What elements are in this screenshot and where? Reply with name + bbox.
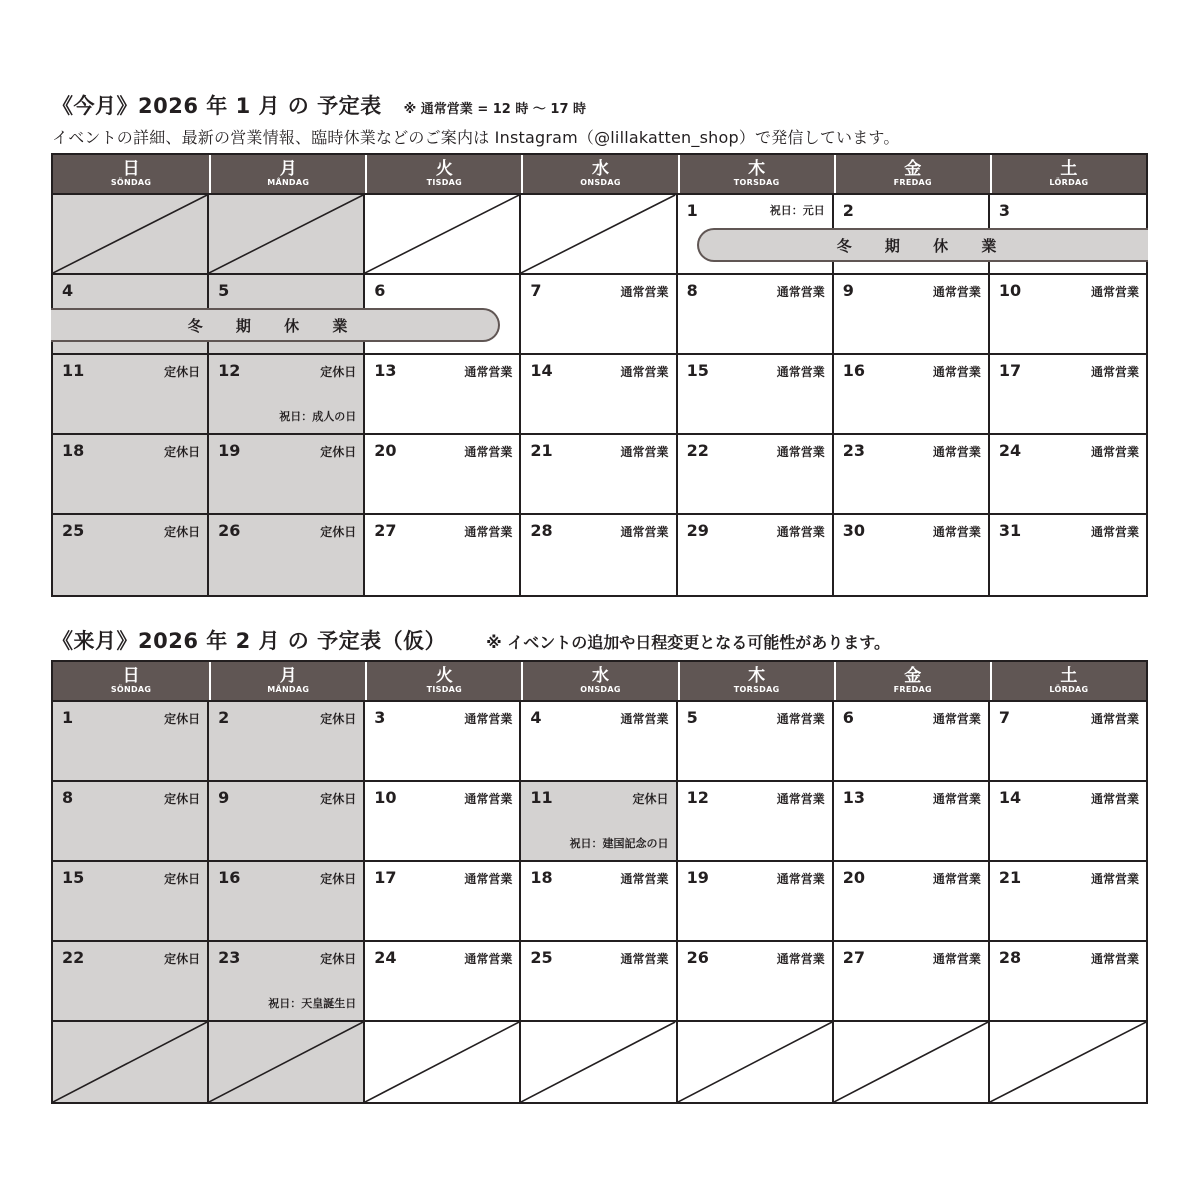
weekday-jp: 金 [904,666,922,686]
weekday-header [51,153,1148,193]
day-status: 定休日 [164,952,201,966]
day-cell [365,942,521,1022]
day-number: 28 [998,948,1022,967]
day-status: 通常営業 [620,525,669,539]
day-status: 通常営業 [932,712,981,726]
day-cell [678,862,834,942]
weekday-jp: 月 [279,159,297,179]
weekday-sv: TORSDAG [733,685,780,694]
day-status: 定休日 [164,712,201,726]
day-number: 12 [218,361,241,380]
day-cell [678,275,834,355]
feb-title-row [52,625,890,655]
day-number: 4 [62,281,74,300]
day-status: 通常営業 [776,285,825,299]
day-status: 定休日 [320,525,357,539]
day-cell [678,515,834,595]
day-cell [209,862,365,942]
holiday-label: 祝日：元日 [769,204,825,217]
empty-day-slash [53,195,207,273]
day-cell [834,942,990,1022]
day-number: 6 [374,281,386,300]
empty-day-cell [365,195,521,275]
day-number: 21 [998,868,1022,887]
day-cell [521,862,677,942]
weekday-sv: LÖRDAG [1049,178,1089,187]
weekday-sv: TISDAG [426,685,463,694]
day-number: 20 [374,441,397,460]
day-status: 通常営業 [620,712,669,726]
day-number: 5 [218,281,230,300]
empty-day-slash [678,1022,832,1102]
day-status: 定休日 [164,872,201,886]
weekday-header-cell [678,662,834,700]
day-cell [521,515,677,595]
day-status: 通常営業 [932,952,981,966]
day-number: 4 [530,708,542,727]
day-status: 定休日 [320,445,357,459]
day-cell [53,515,209,595]
day-status: 定休日 [164,525,201,539]
day-number: 18 [62,441,85,460]
day-number: 18 [530,868,553,887]
weekday-jp: 月 [279,666,297,686]
day-number: 27 [842,948,865,967]
day-status: 通常営業 [620,872,669,886]
day-cell [209,435,365,515]
empty-day-slash [365,1022,519,1102]
feb-calendar [51,660,1148,1104]
weekday-sv: MÅNDAG [267,178,310,187]
day-number: 22 [686,441,709,460]
day-cell [521,702,677,782]
day-number: 11 [530,788,553,807]
day-cell [365,435,521,515]
empty-day-slash [209,1022,363,1102]
day-status: 通常営業 [464,365,513,379]
weekday-jp: 土 [1060,159,1078,179]
day-cell [678,435,834,515]
day-status: 通常営業 [776,525,825,539]
day-status: 通常営業 [1090,285,1139,299]
day-status: 通常営業 [620,952,669,966]
day-cell [53,862,209,942]
day-number: 14 [998,788,1022,807]
day-status: 通常営業 [1090,445,1139,459]
day-status: 定休日 [320,792,357,806]
holiday-label: 祝日：成人の日 [279,410,357,423]
weekday-header-cell [990,662,1146,700]
day-number: 3 [374,708,386,727]
empty-day-cell [209,1022,365,1102]
jan-hours-note: ※ 通常営業 = 12 時 〜 17 時 [403,102,587,117]
empty-day-cell [521,195,677,275]
weekday-jp: 日 [122,159,140,179]
day-cell [990,782,1146,862]
day-status: 定休日 [164,365,201,379]
weekday-sv: FREDAG [893,685,932,694]
weekday-jp: 火 [435,666,453,686]
empty-day-slash [209,195,363,273]
winter-closure-banner [51,308,500,342]
day-cell [990,515,1146,595]
day-cell [834,862,990,942]
weekday-jp: 木 [748,666,766,686]
day-cell [990,355,1146,435]
day-number: 26 [686,948,709,967]
weekday-header-cell [53,155,209,193]
day-status: 定休日 [320,872,357,886]
day-cell [990,275,1146,355]
day-cell [365,355,521,435]
weekday-sv: SÖNDAG [110,685,152,694]
weekday-sv: ONSDAG [580,685,621,694]
day-number: 17 [374,868,397,887]
day-number: 20 [842,868,865,887]
weekday-header-cell [365,155,521,193]
day-status: 定休日 [320,952,357,966]
day-status: 通常営業 [1090,792,1139,806]
day-number: 9 [842,281,854,300]
day-cell [834,515,990,595]
day-status: 通常営業 [464,712,513,726]
day-cell [209,355,365,435]
day-number: 24 [374,948,397,967]
weekday-sv: MÅNDAG [267,685,310,694]
day-cell [990,435,1146,515]
winter-closure-label: 冬 期 休 業 [836,236,1011,255]
day-status: 通常営業 [932,792,981,806]
day-cell [209,702,365,782]
day-cell [834,275,990,355]
jan-title: 《今月》2026 年 1 月 の 予定表 [52,94,382,118]
day-number: 1 [686,201,698,220]
day-status: 通常営業 [1090,712,1139,726]
day-cell [834,435,990,515]
day-cell [521,782,677,862]
weekday-sv: SÖNDAG [110,178,152,187]
empty-day-slash [990,1022,1146,1102]
day-cell [678,782,834,862]
day-cell [209,515,365,595]
day-status: 通常営業 [932,872,981,886]
weekday-header [51,660,1148,700]
day-number: 7 [998,708,1010,727]
day-number: 23 [218,948,241,967]
day-number: 15 [62,868,85,887]
day-status: 通常営業 [932,525,981,539]
weekday-sv: TORSDAG [733,178,780,187]
feb-title: 《来月》2026 年 2 月 の 予定表（仮） [52,629,447,653]
day-status: 通常営業 [1090,525,1139,539]
day-number: 16 [218,868,241,887]
day-cell [365,702,521,782]
weekday-header-cell [53,662,209,700]
day-number: 27 [374,521,397,540]
day-number: 2 [218,708,230,727]
day-status: 定休日 [164,792,201,806]
weekday-header-cell [521,155,677,193]
day-number: 8 [62,788,74,807]
weekday-jp: 日 [122,666,140,686]
weekday-sv: ONSDAG [580,178,621,187]
empty-day-slash [365,195,519,273]
weekday-header-cell [990,155,1146,193]
weekday-jp: 水 [591,666,609,686]
day-number: 31 [998,521,1022,540]
jan-info-line: イベントの詳細、最新の営業情報、臨時休業などのご案内は Instagram（@lillakatten_shop）で発信しています。 [52,128,900,147]
empty-day-cell [365,1022,521,1102]
day-status: 通常営業 [776,365,825,379]
day-number: 7 [530,281,542,300]
day-number: 25 [530,948,553,967]
day-number: 25 [62,521,85,540]
day-number: 9 [218,788,230,807]
day-number: 5 [686,708,698,727]
day-cell [53,702,209,782]
day-number: 21 [530,441,553,460]
day-cell [990,702,1146,782]
empty-day-slash [521,195,675,273]
weekday-jp: 金 [904,159,922,179]
empty-day-cell [53,1022,209,1102]
day-status: 通常営業 [464,872,513,886]
winter-closure-banner [697,228,1148,262]
day-cell [834,702,990,782]
empty-day-cell [209,195,365,275]
empty-day-cell [53,195,209,275]
day-number: 14 [530,361,553,380]
day-cell [53,435,209,515]
empty-day-slash [521,1022,675,1102]
day-number: 17 [998,361,1022,380]
day-number: 26 [218,521,241,540]
day-number: 16 [842,361,865,380]
day-number: 22 [62,948,85,967]
jan-calendar [51,153,1148,597]
day-number: 15 [686,361,709,380]
day-cell [209,942,365,1022]
day-cell [521,355,677,435]
day-status: 通常営業 [464,792,513,806]
day-number: 2 [842,201,854,220]
day-cell [365,862,521,942]
day-cell [834,355,990,435]
day-status: 通常営業 [776,792,825,806]
day-number: 1 [62,708,74,727]
day-number: 10 [374,788,397,807]
day-number: 3 [998,201,1010,220]
empty-day-cell [678,1022,834,1102]
empty-day-cell [521,1022,677,1102]
day-cell [53,942,209,1022]
day-cell [521,942,677,1022]
weekday-sv: TISDAG [426,178,463,187]
day-cell [209,782,365,862]
day-cell [53,782,209,862]
day-number: 8 [686,281,698,300]
day-number: 10 [998,281,1022,300]
empty-day-slash [834,1022,988,1102]
day-number: 12 [686,788,709,807]
day-status: 通常営業 [932,365,981,379]
weekday-jp: 火 [435,159,453,179]
day-cell [365,782,521,862]
day-status: 通常営業 [464,952,513,966]
empty-day-slash [53,1022,207,1102]
calendar-grid [51,700,1148,1104]
day-number: 30 [842,521,865,540]
day-number: 24 [998,441,1022,460]
day-status: 通常営業 [620,445,669,459]
day-cell [521,435,677,515]
winter-closure-label: 冬 期 休 業 [187,316,362,335]
day-status: 通常営業 [464,525,513,539]
day-status: 定休日 [632,792,669,806]
day-number: 13 [374,361,397,380]
day-number: 11 [62,361,85,380]
day-status: 通常営業 [1090,872,1139,886]
jan-title-row [52,90,586,120]
holiday-label: 祝日：建国記念の日 [569,837,669,850]
weekday-jp: 土 [1060,666,1078,686]
day-status: 通常営業 [620,365,669,379]
weekday-header-cell [678,155,834,193]
day-cell [678,702,834,782]
day-number: 23 [842,441,865,460]
day-status: 通常営業 [932,285,981,299]
holiday-label: 祝日：天皇誕生日 [268,997,357,1010]
day-cell [990,862,1146,942]
day-status: 定休日 [320,712,357,726]
day-status: 通常営業 [776,445,825,459]
day-number: 19 [218,441,241,460]
weekday-header-cell [209,155,365,193]
weekday-header-cell [209,662,365,700]
weekday-header-cell [365,662,521,700]
day-number: 29 [686,521,709,540]
day-cell [53,355,209,435]
weekday-header-cell [834,662,990,700]
day-status: 通常営業 [1090,952,1139,966]
empty-day-cell [834,1022,990,1102]
weekday-sv: FREDAG [893,178,932,187]
day-status: 通常営業 [776,872,825,886]
day-number: 19 [686,868,709,887]
day-cell [990,942,1146,1022]
day-cell [678,942,834,1022]
day-cell [834,782,990,862]
day-number: 13 [842,788,865,807]
weekday-header-cell [834,155,990,193]
day-status: 通常営業 [464,445,513,459]
weekday-sv: LÖRDAG [1049,685,1089,694]
day-status: 定休日 [320,365,357,379]
day-cell [365,515,521,595]
day-status: 通常営業 [776,952,825,966]
day-cell [678,355,834,435]
day-status: 通常営業 [1090,365,1139,379]
empty-day-cell [990,1022,1146,1102]
weekday-header-cell [521,662,677,700]
day-cell [521,275,677,355]
day-number: 6 [842,708,854,727]
day-number: 28 [530,521,553,540]
day-status: 通常営業 [620,285,669,299]
feb-change-note: ※ イベントの追加や日程変更となる可能性があります。 [486,633,890,652]
weekday-jp: 木 [748,159,766,179]
weekday-jp: 水 [591,159,609,179]
day-status: 定休日 [164,445,201,459]
day-status: 通常営業 [776,712,825,726]
day-status: 通常営業 [932,445,981,459]
